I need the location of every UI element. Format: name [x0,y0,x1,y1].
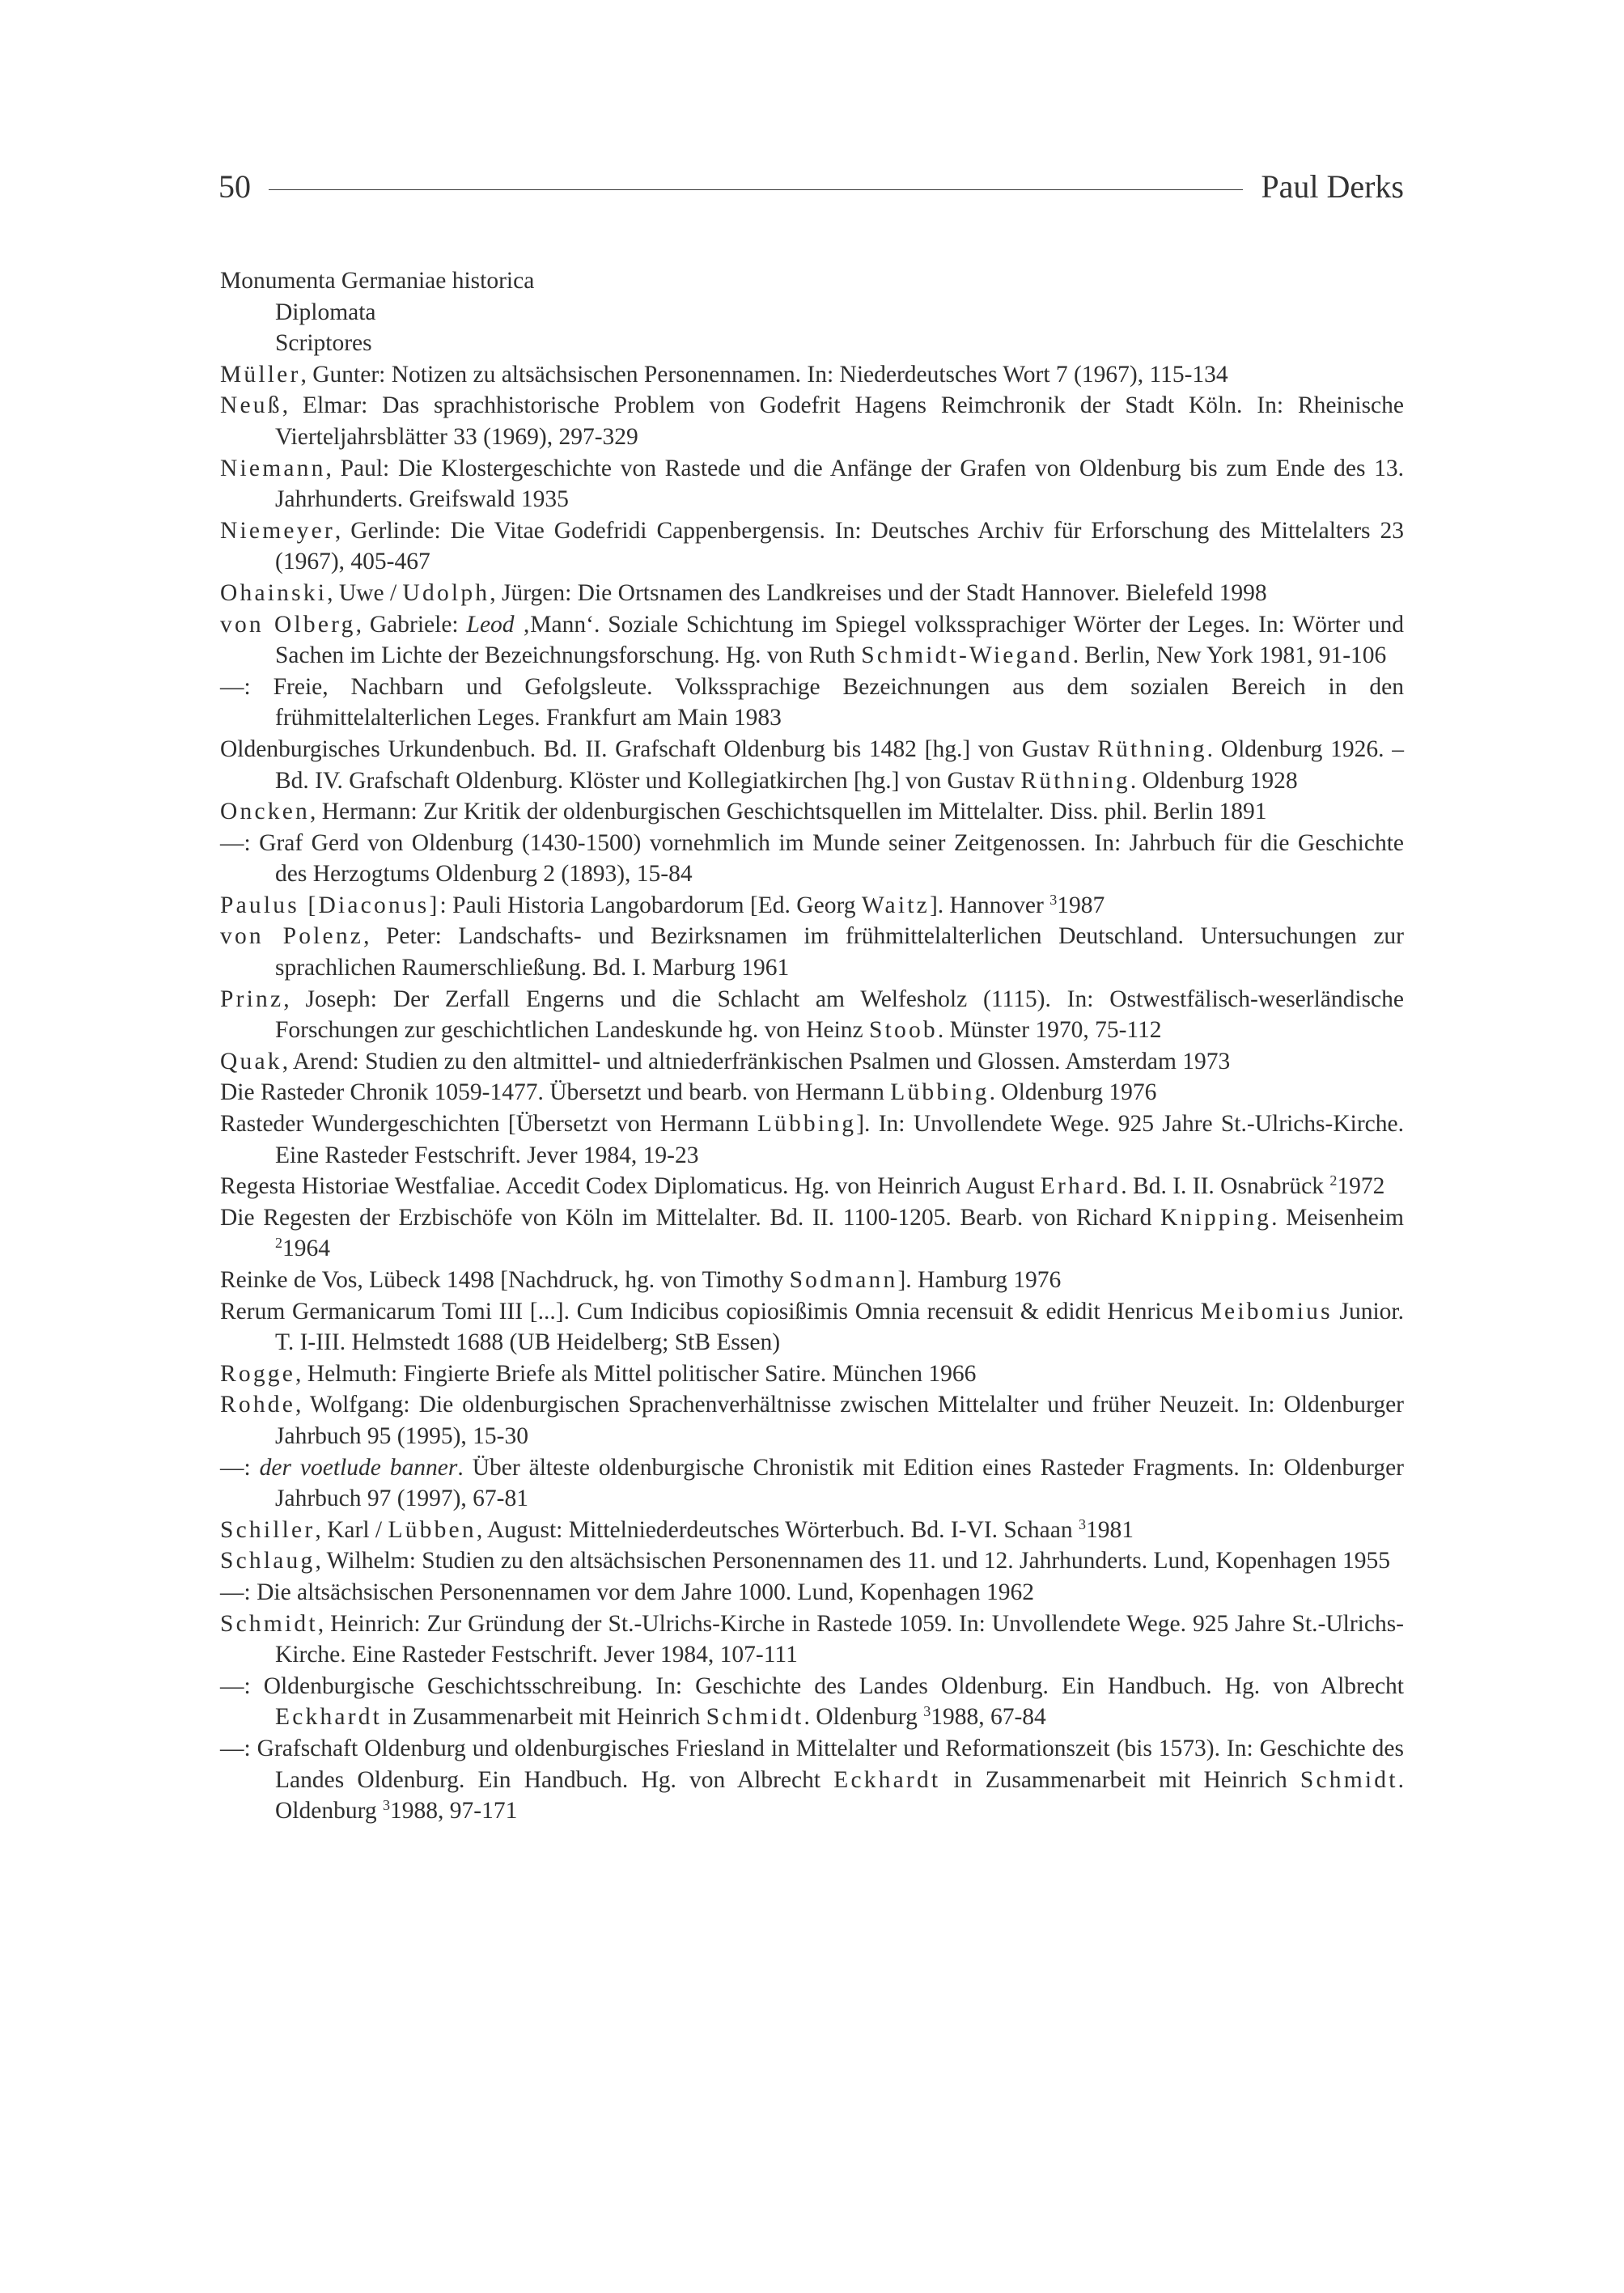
italic-term: Leod [466,611,515,638]
author-name: Neuß [220,392,282,419]
bibliography-entry [220,1671,1404,1733]
editor-name: Eckhardt [833,1766,941,1793]
editor-name: Stoob [869,1017,938,1044]
italic-term: der voetlude banner [259,1454,458,1481]
editor-name: Rüthning [1097,735,1207,762]
entry-text: 1987 [1057,892,1105,918]
edition-superscript: 2 [1329,1172,1338,1189]
edition-superscript: 2 [275,1235,282,1252]
entry-text: ‚Mann‘. Soziale Schichtung im Spiegel volkssprachiger Wörter der Leges. In: Wörter und Sachen im Lichte der Bezeichnungsforschung. Hg. von Ruth [275,611,1404,669]
entry-text: , Wilhelm: Studien zu den altsächsischen Personennamen des 11. und 12. Jahrhunderts. Lund, Kopenhagen 1955 [315,1548,1390,1575]
entry-text: . Berlin, New York 1981, 91-106 [1072,642,1387,669]
entry-text: , Paul: Die Klostergeschichte von Rastede und die Anfänge der Grafen von Oldenburg bis zum Ende des 13. Jahrhunderts. Greifswald 1935 [275,455,1404,513]
entry-text: in Zusammenarbeit mit Heinrich [382,1704,706,1731]
entry-text: . Bd. I. II. Osnabrück [1121,1173,1330,1200]
bibliography-entry [220,1265,1404,1296]
entry-text: , Gabriele: [355,611,467,638]
entry-text: . Oldenburg 1928 [1130,767,1298,794]
entry-text: , Heinrich: Zur Gründung der St.-Ulrichs-Kirche in Rastede 1059. In: Unvollendete Wege. 925 Jahre St.-Ulrichs-Kirche. Eine Rasteder Festschrift. Jever 1984, 107-111 [275,1610,1404,1668]
author-name: Schlaug [220,1548,316,1575]
entry-text: —: Freie, Nachbarn und Gefolgsleute. Volkssprachige Bezeichnungen aus dem sozialen Bereich in den frühmittelalterlichen Leges. Frankfurt am Main 1983 [220,673,1404,731]
entry-text: . Über älteste oldenburgische Chronistik mit Edition eines Rasteder Fragments. In: Oldenburger Jahrbuch 97 (1997), 67-81 [275,1454,1404,1512]
edition-superscript: 3 [1078,1515,1086,1532]
entry-text: Rerum Germanicarum Tomi III [...]. Cum Indicibus copiosißimis Omnia recensuit & edidit Henricus [220,1298,1201,1325]
entry-text: ]. In: Unvollendete Wege. 925 Jahre St.-Ulrichs-Kirche. Eine Rasteder Festschrift. Jever 1984, 19-23 [275,1111,1404,1168]
author-name: Ohainski [220,579,328,606]
entry-text: Regesta Historiae Westfaliae. Accedit Codex Diplomaticus. Hg. von Heinrich August [220,1173,1041,1200]
entry-text: , Helmuth: Fingierte Briefe als Mittel politischer Satire. München 1966 [295,1360,977,1387]
editor-name: Waitz [861,892,930,918]
author-name: Rogge [220,1360,296,1387]
bibliography-entry [220,890,1404,922]
bibliography-entry [220,1108,1404,1171]
entry-text: . Oldenburg [804,1704,924,1731]
entry-text: , Gerlinde: Die Vitae Godefridi Cappenbergensis. In: Deutsches Archiv für Erforschung des Mittelalters 23 (1967), 405-467 [275,517,1404,575]
author-name: Paulus [Diaconus] [220,892,440,918]
bibliography-entry [220,515,1404,578]
entry-text: , Karl / [315,1516,388,1543]
entry-text: 1988, 67-84 [931,1704,1046,1731]
entry-text: , Joseph: Der Zerfall Engerns und die Schlacht am Welfesholz (1115). In: Ostwestfälisch-weserländische Forschungen zur geschichtlichen Landeskunde hg. von Heinz [275,985,1404,1044]
running-header [218,162,1404,210]
entry-text: —: [220,1454,260,1481]
entry-text: , Arend: Studien zu den altmittel- und altniederfränkischen Psalmen und Glossen. Amsterdam 1973 [282,1048,1231,1074]
bibliography-entry [220,734,1404,796]
entry-text: —: Oldenburgische Geschichtsschreibung. In: Geschichte des Landes Oldenburg. Ein Handbuch. Hg. von Albrecht [220,1672,1404,1699]
author-name: Schiller [220,1516,316,1543]
page-number: 50 [218,167,251,205]
author-name: Oncken [220,799,310,825]
running-head-author: Paul Derks [1261,167,1404,205]
author-name: Niemeyer [220,517,335,544]
entry-text: Die Rasteder Chronik 1059-1477. Übersetzt und bearb. von Hermann [220,1079,891,1106]
entry-text: , Gunter: Notizen zu altsächsischen Personennamen. In: Niederdeutsches Wort 7 (1967), 115-134 [300,361,1228,388]
editor-name: Schmidt [706,1704,804,1731]
editor-name: Lübbing [890,1079,990,1106]
editor-name: Erhard [1040,1173,1122,1200]
bibliography-entry [220,1046,1404,1078]
editor-name: Lübbing [757,1111,857,1138]
entry-text: Oldenburgisches Urkundenbuch. Bd. II. Grafschaft Oldenburg bis 1482 [hg.] von Gustav [220,735,1098,762]
editor-name: Sodmann [789,1267,898,1293]
entry-text: , Wolfgang: Die oldenburgischen Sprachenverhältnisse zwischen Mittelalter und früher Neuzeit. In: Oldenburger Jahrbuch 95 (1995), 15-30 [275,1392,1404,1449]
entry-text: , Elmar: Das sprachhistorische Problem von Godefrit Hagens Reimchronik der Stadt Köln. In: Rheinische Vierteljahrsblätter 33 (1969), 297-329 [275,392,1404,450]
entry-text: 1972 [1337,1173,1385,1200]
bibliography-entry [220,796,1404,828]
bibliography-entry [220,578,1404,609]
editor-name: Rüthning [1020,767,1130,794]
bibliography-entry [220,453,1404,515]
bibliography-subentry [220,297,1404,328]
author-name: Rohde [220,1392,296,1418]
author-name: Lübben [388,1516,477,1543]
bibliography-entry [220,828,1404,890]
entry-text: , Uwe / [327,579,403,606]
bibliography-entry [220,1577,1404,1608]
entry-text: 1981 [1085,1516,1134,1543]
entry-text: : Pauli Historia Langobardorum [Ed. Georg [439,892,862,918]
entry-text: Reinke de Vos, Lübeck 1498 [Nachdruck, hg. von Timothy [220,1267,790,1293]
editor-name: Eckhardt [275,1704,383,1731]
entry-title: Diplomata [275,299,376,325]
bibliography-entry [220,390,1404,452]
header-rule [269,189,1243,190]
entry-title: Scriptores [275,330,372,357]
bibliography-entry [220,1733,1404,1827]
editor-name: Schmidt [1300,1766,1398,1793]
entry-text: , Jürgen: Die Ortsnamen des Landkreises und der Stadt Hannover. Bielefeld 1998 [490,579,1267,606]
entry-text: . Oldenburg 1976 [989,1079,1157,1106]
bibliography-entry [220,1077,1404,1108]
bibliography-entry [220,1545,1404,1577]
bibliography-entry [220,921,1404,983]
edition-superscript: 3 [1049,891,1058,908]
entry-text: . Oldenburg 1926. – Bd. IV. Grafschaft Oldenburg. Klöster und Kollegiatkirchen [hg.] von Gustav [275,735,1404,794]
author-name: Udolph [402,579,490,606]
entry-text: ]. Hamburg 1976 [897,1267,1062,1293]
author-name: von Olberg [220,611,356,638]
entry-text: 1988, 97-171 [390,1798,518,1825]
entry-text: , August: Mittelniederdeutsches Wörterbuch. Bd. I-VI. Schaan [476,1516,1079,1543]
entry-text: —: Die altsächsischen Personennamen vor dem Jahre 1000. Lund, Kopenhagen 1962 [220,1579,1035,1605]
bibliography-list [220,265,1404,1827]
author-name: Schmidt [220,1610,318,1637]
edition-superscript: 3 [383,1797,391,1814]
author-name: von Polenz [220,923,364,950]
bibliography-entry [220,1515,1404,1546]
bibliography-entry [220,265,1404,297]
bibliography-subentry [220,328,1404,359]
entry-text: Die Regesten der Erzbischöfe von Köln im Mittelalter. Bd. II. 1100-1205. Bearb. von Richard [220,1204,1161,1231]
entry-text: in Zusammenarbeit mit Heinrich [940,1766,1300,1793]
entry-text: —: Graf Gerd von Oldenburg (1430-1500) vornehmlich im Munde seiner Zeitgenossen. In: Jahrbuch für die Geschichte des Herzogtums Oldenburg 2 (1893), 15-84 [220,829,1404,888]
bibliography-entry [220,1358,1404,1390]
entry-text: Junior. T. I-III. Helmstedt 1688 (UB Heidelberg; StB Essen) [275,1298,1404,1356]
bibliography-entry [220,359,1404,391]
editor-name: Knipping [1160,1204,1272,1231]
edition-superscript: 3 [923,1703,931,1720]
entry-text: Rasteder Wundergeschichten [Übersetzt von Hermann [220,1111,757,1138]
bibliography-entry [220,672,1404,734]
entry-text: . Meisenheim [1271,1204,1404,1231]
bibliography-entry [220,1171,1404,1202]
entry-text: ]. Hannover [929,892,1050,918]
author-name: Niemann [220,455,326,481]
editor-name: Schmidt-Wiegand [861,642,1073,669]
entry-text: —: Grafschaft Oldenburg und oldenburgisches Friesland in Mittelalter und Reformationszeit (bis 1573). In: Geschichte des Landes Oldenburg. Ein Handbuch. Hg. von Albrecht [220,1735,1404,1793]
bibliography-entry [220,1296,1404,1358]
bibliography-entry [220,1389,1404,1452]
author-name: Quak [220,1048,282,1074]
entry-text: , Hermann: Zur Kritik der oldenburgischen Geschichtsquellen im Mittelalter. Diss. phil. Berlin 1891 [309,799,1267,825]
bibliography-entry [220,1608,1404,1671]
entry-title: Monumenta Germaniae historica [220,268,535,294]
bibliography-entry [220,984,1404,1046]
author-name: Prinz [220,985,284,1012]
entry-text: . Oldenburg [275,1766,1404,1825]
bibliography-entry [220,1202,1404,1265]
author-name: Müller [220,361,301,388]
entry-text: , Peter: Landschafts- und Bezirksnamen im frühmittelalterlichen Deutschland. Untersuchungen zur sprachlichen Raumerschließung. Bd. I. Marburg 1961 [275,923,1404,981]
bibliography-entry [220,609,1404,672]
entry-text: . Münster 1970, 75-112 [937,1017,1162,1044]
editor-name: Meibomius [1200,1298,1333,1325]
entry-text: 1964 [282,1236,330,1262]
bibliography-entry [220,1452,1404,1515]
